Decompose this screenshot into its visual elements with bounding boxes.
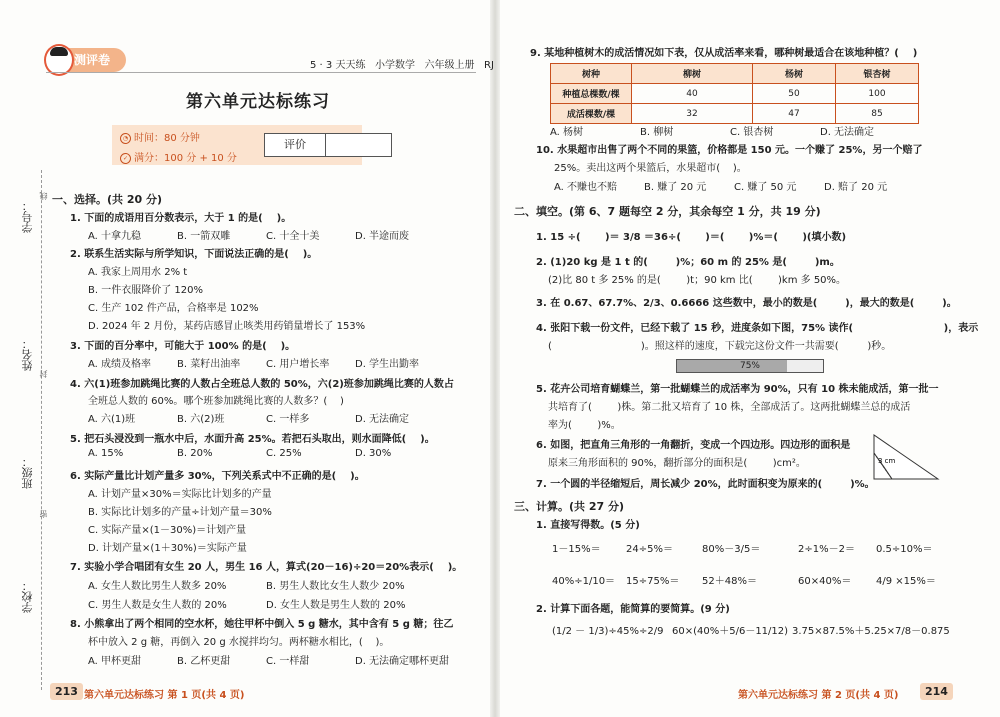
fill-question-5: 5. 花卉公司培育蝴蝶兰，第一批蝴蝶兰的成活率为 90%，只有 10 株未能成活，第一批一 <box>536 384 939 395</box>
progress-label: 75% <box>739 361 760 371</box>
fill-question-1: 1. 15 ÷( )＝ 3/8 ＝36÷( )＝( )%＝( )(填小数) <box>536 232 847 243</box>
calc-item: 15÷75%＝ <box>626 576 680 587</box>
option: B. 一件衣服降价了 120% <box>88 285 203 296</box>
option: D. 无法确定 <box>820 127 875 138</box>
binding-margin <box>8 170 48 690</box>
question-4: 4. 六(1)班参加跳绳比赛的人数占全班总人数的 50%，六(2)班参加跳绳比赛的人数占 <box>70 379 454 390</box>
question-4-cont: 全班总人数的 60%。哪个班参加跳绳比赛的人数多？( ) <box>88 396 344 407</box>
table-cell: 40 <box>632 84 753 104</box>
option: D. 无法确定 <box>355 414 410 425</box>
fill-question-4: 4. 张阳下载一份文件，已经下载了 15 秒，进度条如下图，75% 读作( )，表示 <box>536 323 979 334</box>
table-cell: 100 <box>836 84 919 104</box>
option: B. 赚了 20 元 <box>644 182 707 193</box>
option: D. 学生出勤率 <box>355 359 420 370</box>
calc-item: 52＋48%＝ <box>702 576 757 587</box>
table-header: 银杏树 <box>836 64 919 84</box>
option: C. 生产 102 件产品，合格率是 102% <box>88 303 259 314</box>
question-7: 7. 实验小学合唱团有女生 20 人，男生 16 人，算式(20－16)÷20＝20%表示( )。 <box>70 562 463 573</box>
margin-feng: 封 <box>39 370 48 378</box>
calc-item: 80%－3/5＝ <box>702 544 761 555</box>
fill-question-6-cont: 原来三角形面积的 90%，翻折部分的面积是( )cm²。 <box>548 458 806 469</box>
evaluation-box <box>264 133 392 157</box>
section-2-title: 二、填空。(第 6、7 题每空 2 分，其余每空 1 分，共 19 分) <box>514 205 821 218</box>
table-row <box>551 104 919 124</box>
brand-logo-text: 测评卷 <box>74 53 111 67</box>
left-page <box>0 0 494 717</box>
option: B. 柳树 <box>640 127 674 138</box>
clock-icon: ◔ <box>120 133 131 144</box>
option: B. 菜籽出油率 <box>177 359 241 370</box>
fill-question-5-cont2: 率为( )%。 <box>548 420 621 431</box>
option: A. 成绩及格率 <box>88 359 152 370</box>
option: D. 无法确定哪杯更甜 <box>355 656 450 667</box>
fill-question-3: 3. 在 0.67、67.7%、2/3、0.6666 这些数中，最小的数是( )，最大的数是( )。 <box>536 298 957 309</box>
table-cell: 成活棵数/棵 <box>551 104 632 124</box>
cut-line <box>41 170 42 690</box>
fill-question-2a: 2. (1)20 kg 是 1 t 的( )%；60 m 的 25% 是( )m。 <box>536 257 840 268</box>
triangle-dimension-label: 3 cm <box>878 457 896 465</box>
question-10-cont: 25%。卖出这两个果篮后，水果超市( )。 <box>554 163 747 174</box>
option: B. 一箭双雕 <box>177 231 231 242</box>
option: A. 计划产量×30%＝实际比计划多的产量 <box>88 489 272 500</box>
option: C. 男生人数是女生人数的 20% <box>88 600 227 611</box>
brand-logo <box>46 48 126 72</box>
question-3: 3. 下面的百分率中，可能大于 100% 的是( )。 <box>70 341 296 352</box>
table-cell: 32 <box>632 104 753 124</box>
footer-left-text: 第六单元达标练习 第 1 页(共 4 页) <box>84 690 245 701</box>
table-header: 杨树 <box>753 64 836 84</box>
time-text: 时间：80 分钟 <box>134 133 200 144</box>
section-3-title: 三、计算。(共 27 分) <box>514 500 625 513</box>
margin-xian: 线 <box>39 192 48 200</box>
option: C. 一样多 <box>266 414 310 425</box>
fill-question-6: 6. 如图，把直角三角形的一角翻折，变成一个四边形。四边形的面积是 <box>536 440 851 451</box>
question-1: 1. 下面的成语用百分数表示，大于 1 的是( )。 <box>70 213 292 224</box>
section-1-title: 一、选择。(共 20 分) <box>52 193 163 206</box>
class-label: 班级： <box>21 456 34 489</box>
student-name-label: 姓名： <box>21 338 34 371</box>
question-2: 2. 联系生活实际与所学知识，下面说法正确的是( )。 <box>70 249 318 260</box>
option: C. 25% <box>266 448 302 459</box>
page-title: 第六单元达标练习 <box>186 92 330 112</box>
option: C. 十全十美 <box>266 231 320 242</box>
calc-item: 24÷5%＝ <box>626 544 673 555</box>
option: B. 20% <box>177 448 213 459</box>
option: D. 30% <box>355 448 392 459</box>
table-row <box>551 84 919 104</box>
calc-item: 2÷1%－2＝ <box>798 544 855 555</box>
calc-item: 0.5÷10%＝ <box>876 544 933 555</box>
margin-mi: 密 <box>39 510 48 518</box>
option: D. 2024 年 2 月份，某药店感冒止咳类用药销量增长了 153% <box>88 321 366 332</box>
evaluation-label: 评价 <box>265 134 326 156</box>
table-cell: 47 <box>753 104 836 124</box>
option: A. 十拿九稳 <box>88 231 142 242</box>
calc-item: 1－15%＝ <box>552 544 601 555</box>
fill-question-2b: (2)比 80 t 多 25% 的是( )t；90 km 比( )km 多 50%。 <box>548 275 847 286</box>
table-cell: 种植总棵数/棵 <box>551 84 632 104</box>
option: B. 男生人数比女生人数少 20% <box>266 581 405 592</box>
option: A. 我家上周用水 2% t <box>88 267 188 278</box>
calc-item: 60×40%＝ <box>798 576 852 587</box>
option: B. 乙杯更甜 <box>177 656 231 667</box>
option: B. 六(2)班 <box>177 414 225 425</box>
tree-survival-table <box>550 63 919 124</box>
question-5: 5. 把石头浸没到一瓶水中后，水面升高 25%。若把石头取出，则水面降低( )。 <box>70 434 435 445</box>
book-spine <box>490 0 500 717</box>
score-text: 满分：100 分 + 10 分 <box>134 153 237 164</box>
question-10: 10. 水果超市出售了两个不同的果篮，价格都是 150 元。一个赚了 25%，另一个赔了 <box>536 145 923 156</box>
table-header: 树种 <box>551 64 632 84</box>
download-progress-bar <box>676 359 824 373</box>
fill-question-7: 7. 一个圆的半径缩短后，周长减少 20%，此时面积变为原来的( )%。 <box>536 479 875 490</box>
fill-question-5-cont: 共培育了( )株。第二批又培育了 10 株，全部成活了。这两批蝴蝶兰总的成活 <box>548 402 911 413</box>
option: B. 实际比计划多的产量÷计划产量＝30% <box>88 507 272 518</box>
time-info <box>120 129 200 144</box>
option: C. 一样甜 <box>266 656 310 667</box>
option: D. 赔了 20 元 <box>824 182 888 193</box>
option: D. 计划产量×(1＋30%)＝实际产量 <box>88 543 247 554</box>
option: C. 银杏树 <box>730 127 774 138</box>
series-header: 5 · 3 天天练 小学数学 六年级上册 RJ <box>310 60 494 71</box>
folded-triangle-figure <box>870 433 940 481</box>
question-8: 8. 小熊拿出了两个相同的空水杯，她往甲杯中倒入 5 g 糖水，其中含有 5 g 糖；往乙 <box>70 619 454 630</box>
calc-sub-1: 1. 直接写得数。(5 分) <box>536 520 640 531</box>
score-info <box>120 149 237 164</box>
option: A. 甲杯更甜 <box>88 656 142 667</box>
question-6: 6. 实际产量比计划产量多 30%，下列关系式中不正确的是( )。 <box>70 471 365 482</box>
option: C. 赚了 50 元 <box>734 182 797 193</box>
question-9: 9. 某地种植树木的成活情况如下表，仅从成活率来看，哪种树最适合在该地种植？( ) <box>530 48 918 59</box>
page-number-right: 214 <box>920 683 953 700</box>
option: C. 实际产量×(1－30%)＝计划产量 <box>88 525 247 536</box>
option: C. 用户增长率 <box>266 359 330 370</box>
check-icon: ✓ <box>120 153 131 164</box>
calc-sub-2: 2. 计算下面各题，能简算的要简算。(9 分) <box>536 604 730 615</box>
fill-question-4-cont: ( )。照这样的速度，下载完这份文件一共需要( )秒。 <box>548 341 892 352</box>
table-header: 柳树 <box>632 64 753 84</box>
page-number-left: 213 <box>50 683 83 700</box>
header-divider <box>46 72 476 73</box>
calc-item: (1/2 － 1/3)÷45%÷2/9 <box>552 626 664 637</box>
option: A. 女生人数比男生人数多 20% <box>88 581 227 592</box>
student-number-label: 学号： <box>21 200 34 233</box>
school-label: 学校： <box>21 580 34 613</box>
calc-item: 4/9 ×15%＝ <box>876 576 936 587</box>
option: A. 六(1)班 <box>88 414 136 425</box>
calc-item: 3.75×87.5%＋5.25×7/8－0.875 <box>792 626 950 637</box>
calc-item: 60×(40%＋5/6－11/12) <box>672 626 789 637</box>
option: D. 女生人数是男生人数的 20% <box>266 600 406 611</box>
option: A. 杨树 <box>550 127 584 138</box>
question-8-cont: 杯中放入 2 g 糖，再倒入 20 g 水搅拌均匀。两杯糖水相比，( )。 <box>88 637 390 648</box>
table-cell: 85 <box>836 104 919 124</box>
option: A. 不赚也不赔 <box>554 182 618 193</box>
calc-item: 40%÷1/10＝ <box>552 576 616 587</box>
option: A. 15% <box>88 448 124 459</box>
table-cell: 50 <box>753 84 836 104</box>
footer-right-text: 第六单元达标练习 第 2 页(共 4 页) <box>738 690 899 701</box>
table-header-row <box>551 64 919 84</box>
option: D. 半途而废 <box>355 231 410 242</box>
